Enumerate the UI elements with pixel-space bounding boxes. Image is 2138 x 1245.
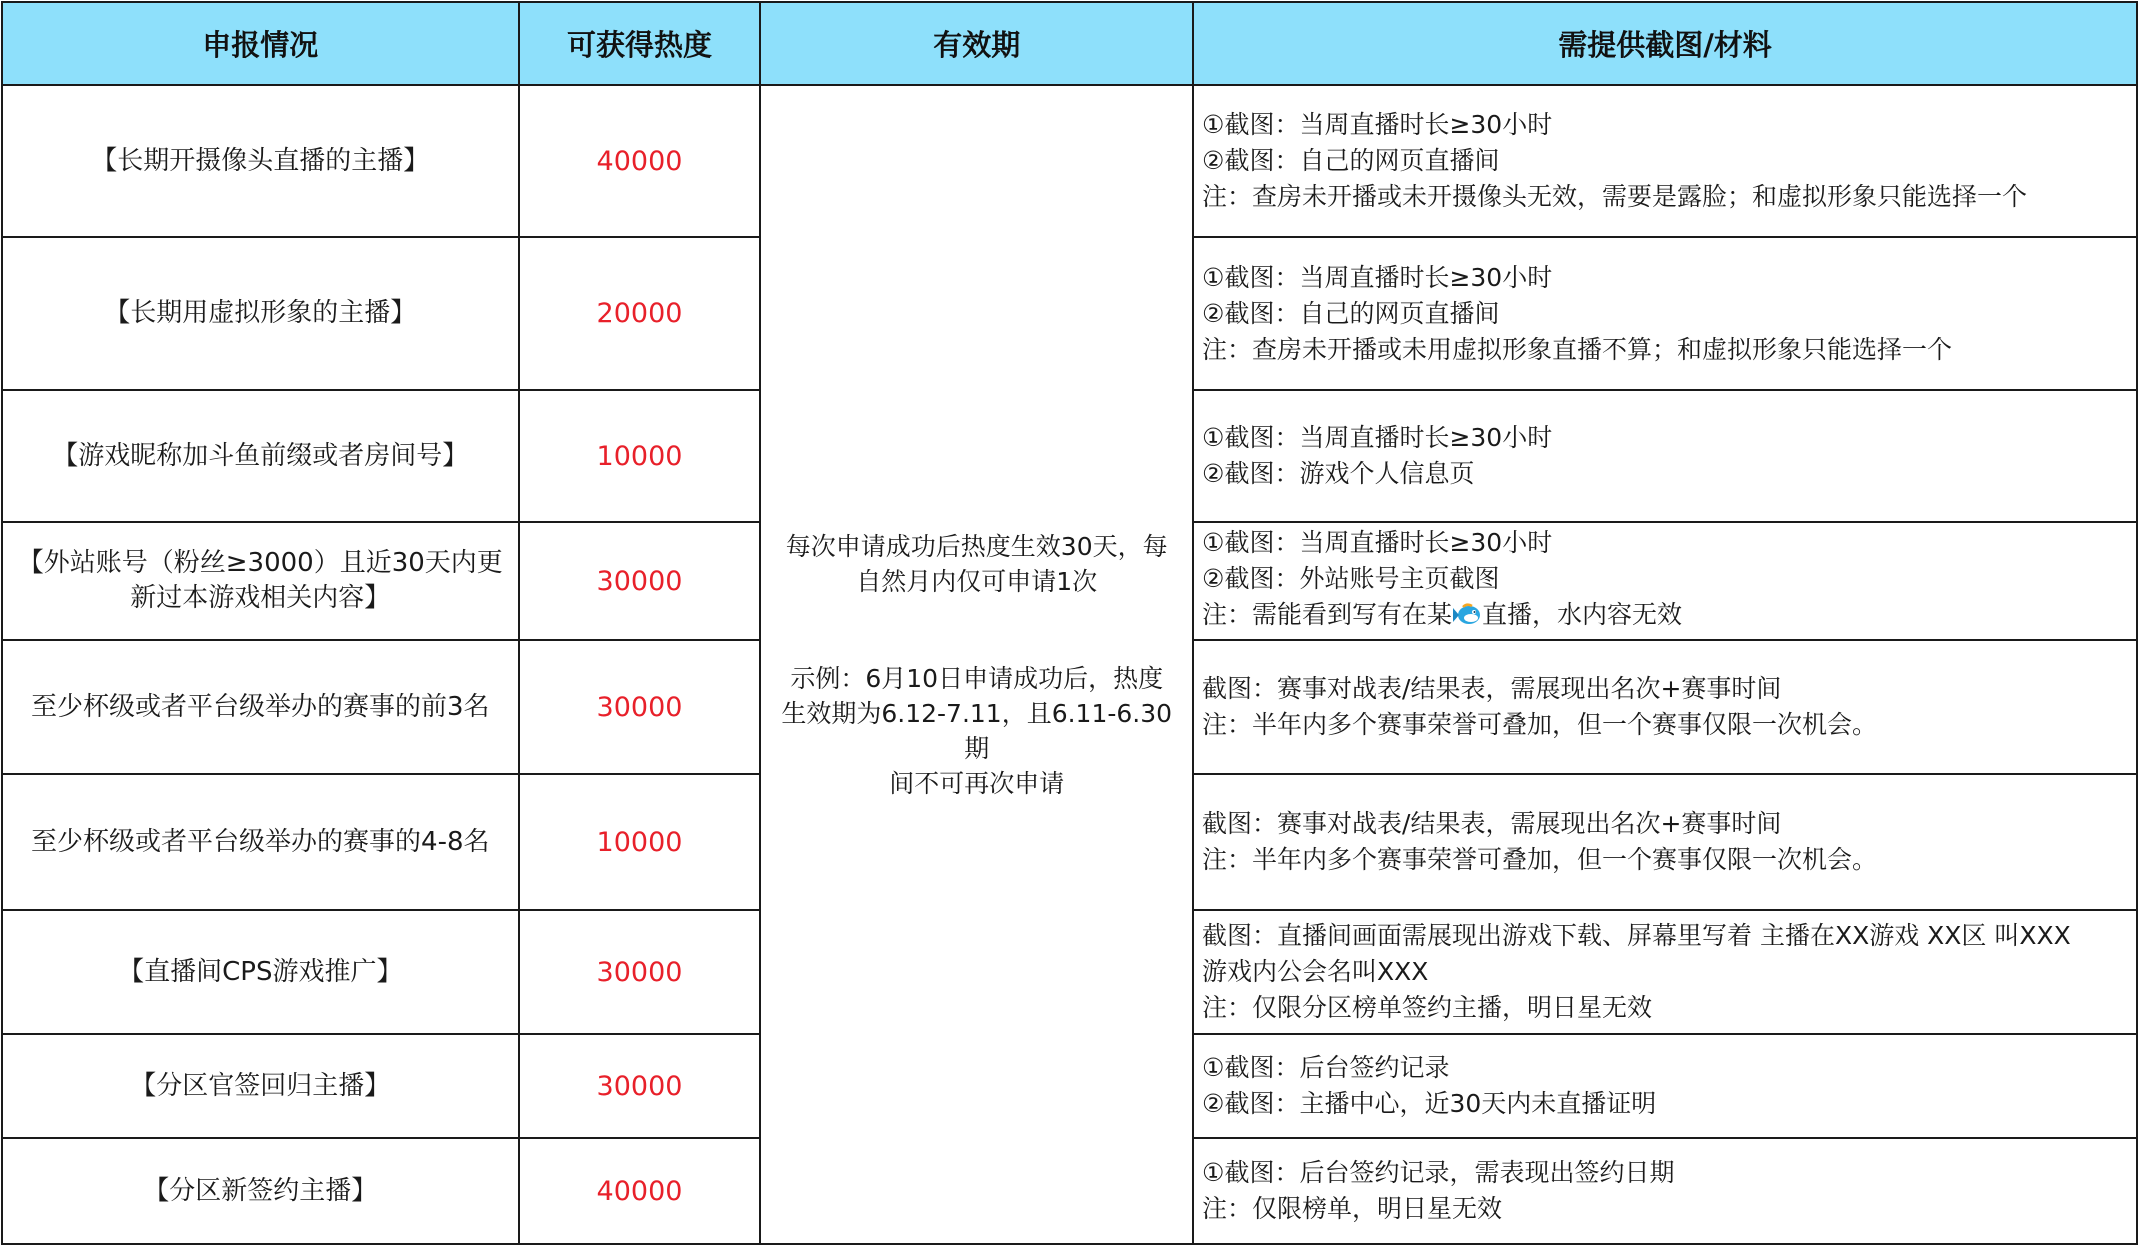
material-line: 截图：赛事对战表/结果表，需展现出名次+赛事时间	[1202, 674, 1782, 703]
material-line: ②截图：主播中心，近30天内未直播证明	[1202, 1089, 1657, 1118]
fish-icon	[1453, 601, 1481, 637]
materials-cell	[1193, 1138, 2137, 1244]
materials-cell	[1193, 85, 2137, 237]
case-cell: 【长期开摄像头直播的主播】	[2, 85, 519, 237]
case-cell: 【直播间CPS游戏推广】	[2, 910, 519, 1034]
header-materials: 需提供截图/材料	[1193, 2, 2137, 85]
materials-cell	[1193, 640, 2137, 774]
header-case: 申报情况	[2, 2, 519, 85]
material-line: ②截图：游戏个人信息页	[1202, 459, 1475, 488]
heat-value: 40000	[519, 85, 761, 237]
material-line: 截图：赛事对战表/结果表，需展现出名次+赛事时间	[1202, 809, 1782, 838]
material-line: ①截图：后台签约记录，需表现出签约日期	[1202, 1158, 1675, 1187]
header-validity: 有效期	[760, 2, 1193, 85]
heat-value: 30000	[519, 910, 761, 1034]
heat-value: 40000	[519, 1138, 761, 1244]
validity-example-line: 生效期为6.12-7.11，且6.11-6.30期	[781, 698, 1173, 763]
case-cell: 【外站账号（粉丝≥3000）且近30天内更 新过本游戏相关内容】	[2, 522, 519, 640]
heat-value: 30000	[519, 522, 761, 640]
materials-cell	[1193, 390, 2137, 522]
heat-value: 10000	[519, 390, 761, 522]
validity-cell	[760, 85, 1193, 1244]
material-line: 截图：直播间画面需展现出游戏下载、屏幕里写着 主播在XX游戏 XX区 叫XXX	[1202, 921, 2071, 950]
case-cell: 【游戏昵称加斗鱼前缀或者房间号】	[2, 390, 519, 522]
materials-cell	[1193, 1034, 2137, 1138]
material-line: ①截图：当周直播时长≥30小时	[1202, 110, 1553, 139]
validity-rule-line: 每次申请成功后热度生效30天，每	[785, 531, 1168, 561]
material-note: 注：仅限榜单，明日星无效	[1202, 1194, 1503, 1223]
case-cell: 【长期用虚拟形象的主播】	[2, 237, 519, 390]
case-cell: 【分区新签约主播】	[2, 1138, 519, 1244]
header-row	[2, 2, 2137, 85]
materials-cell	[1193, 237, 2137, 390]
heat-value: 30000	[519, 1034, 761, 1138]
table-row	[2, 85, 2137, 237]
material-line: ②截图：外站账号主页截图	[1202, 564, 1500, 593]
heat-value: 20000	[519, 237, 761, 390]
material-line: 游戏内公会名叫XXX	[1202, 957, 1429, 986]
case-cell: 【分区官签回归主播】	[2, 1034, 519, 1138]
material-note: 注：半年内多个赛事荣誉可叠加，但一个赛事仅限一次机会。	[1202, 710, 1878, 739]
case-cell: 至少杯级或者平台级举办的赛事的前3名	[2, 640, 519, 774]
heat-value: 30000	[519, 640, 761, 774]
validity-rule-line: 自然月内仅可申请1次	[856, 566, 1098, 596]
material-line: ②截图：自己的网页直播间	[1202, 298, 1500, 328]
material-line: ①截图：当周直播时长≥30小时	[1202, 528, 1553, 557]
material-line: ②截图：自己的网页直播间	[1202, 146, 1500, 175]
materials-cell	[1193, 522, 2137, 640]
validity-example-line: 示例：6月10日申请成功后，热度	[790, 663, 1164, 693]
material-line: ①截图：当周直播时长≥30小时	[1202, 262, 1553, 292]
case-cell: 至少杯级或者平台级举办的赛事的4-8名	[2, 774, 519, 910]
material-line: ①截图：当周直播时长≥30小时	[1202, 423, 1553, 452]
material-note: 注：仅限分区榜单签约主播，明日星无效	[1202, 993, 1653, 1022]
material-note: 注：查房未开播或未用虚拟形象直播不算；和虚拟形象只能选择一个	[1202, 334, 1953, 364]
material-line: ①截图：后台签约记录	[1202, 1053, 1450, 1082]
heat-value: 10000	[519, 774, 761, 910]
validity-example-line: 间不可再次申请	[889, 768, 1065, 798]
materials-cell	[1193, 774, 2137, 910]
material-note: 注：需能看到写有在某 直播，水内容无效	[1202, 597, 2128, 637]
materials-cell	[1193, 910, 2137, 1034]
material-note: 注：半年内多个赛事荣誉可叠加，但一个赛事仅限一次机会。	[1202, 845, 1878, 874]
reward-table	[1, 1, 2138, 1245]
header-heat: 可获得热度	[519, 2, 761, 85]
material-note: 注：查房未开播或未开摄像头无效，需要是露脸；和虚拟形象只能选择一个	[1202, 182, 2028, 211]
